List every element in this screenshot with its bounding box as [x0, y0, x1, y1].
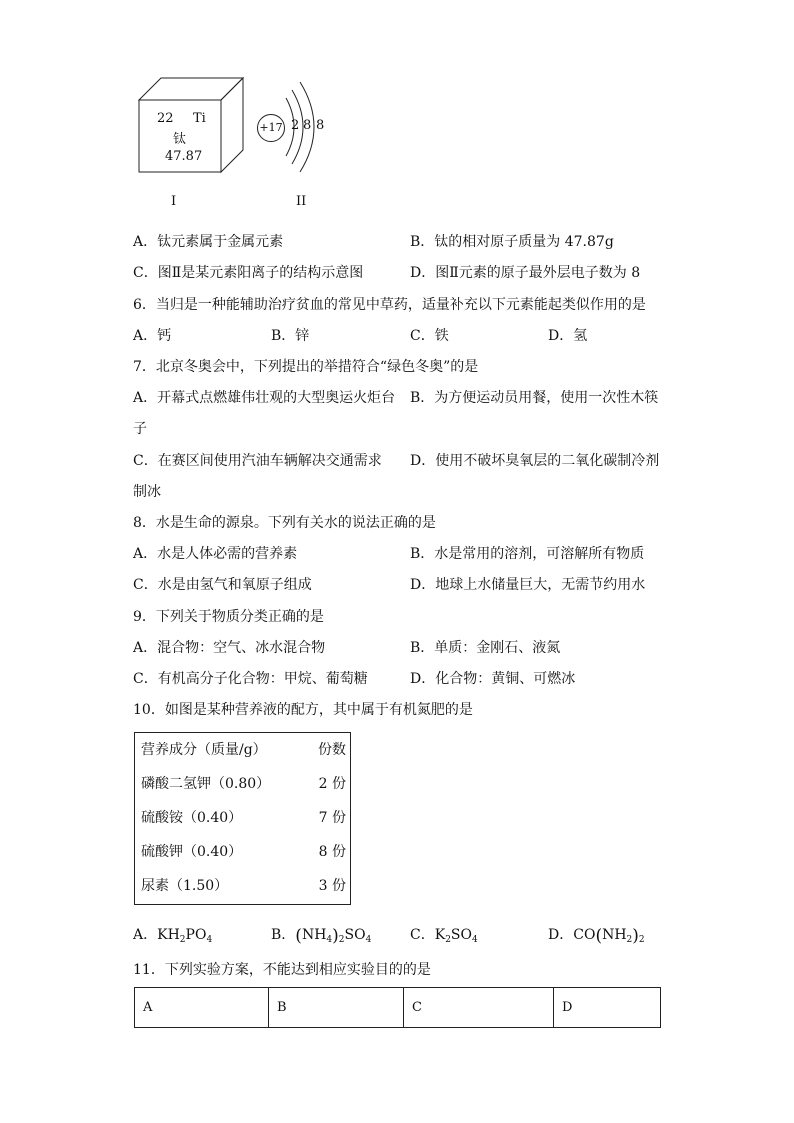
- q10-stem: 10．如图是某种营养液的配方，其中属于有机氮肥的是: [133, 702, 473, 718]
- q9-option-d: D．化合物：黄铜、可燃冰: [410, 671, 576, 687]
- table-cell: 磷酸二氢钾（0.80）: [141, 775, 271, 792]
- q10-option-a: [133, 925, 212, 950]
- q10-option-c: [410, 925, 478, 950]
- q8-option-d: D．地球上水储量巨大，无需节约用水: [410, 577, 646, 593]
- q7-option-b: B．为方便运动员用餐，使用一次性木筷: [410, 390, 659, 406]
- formula-urea: $CO(NH_2)_2$: [573, 926, 645, 946]
- q7-option-d-continued: 制冰: [133, 484, 161, 500]
- table-cell: 3 份: [318, 878, 346, 895]
- option-prefix: A．: [133, 927, 158, 943]
- q10-option-b: [271, 925, 371, 950]
- formula-nh4-2so4: $(NH_4)_2SO_4$: [295, 926, 372, 946]
- q6-option-d: D．氢: [548, 328, 588, 344]
- figure-label-2: II: [296, 194, 307, 209]
- element-cell-titanium: [137, 76, 245, 174]
- q6-option-a: A．钙: [133, 328, 172, 344]
- formula-kh2po4: $KH_2PO_4$: [157, 927, 213, 945]
- q5-option-a: A．钛元素属于金属元素: [133, 234, 284, 250]
- q8-option-b: B．水是常用的溶剂，可溶解所有物质: [410, 546, 645, 562]
- q10-option-d: [548, 925, 645, 950]
- table-cell: 8 份: [318, 844, 346, 861]
- formula-k2so4: $K_2SO_4$: [434, 927, 478, 945]
- q5-option-b: B．钛的相对原子质量为 47.87g: [410, 234, 614, 250]
- q7-stem: 7．北京冬奥会中，下列提出的举措符合“绿色冬奥”的是: [133, 359, 479, 375]
- q5-option-c: C．图Ⅱ是某元素阳离子的结构示意图: [133, 265, 364, 281]
- nutrient-formula-table: [134, 732, 351, 905]
- element-name: 钛: [173, 132, 187, 147]
- q7-option-a: A．开幕式点燃雄伟壮观的大型奥运火炬台: [133, 390, 396, 406]
- shell-3-count: 8: [316, 118, 325, 133]
- table-cell: 尿素（1.50）: [141, 878, 229, 895]
- shell-1-count: 2: [291, 118, 300, 133]
- table-header-cell: C: [404, 988, 554, 1028]
- table-header-cell: 份数: [318, 741, 346, 758]
- table-header-cell: D: [554, 988, 661, 1028]
- option-prefix: B．: [271, 927, 296, 943]
- table-row: [135, 836, 351, 870]
- nucleus: +17: [257, 114, 285, 142]
- table-row: [135, 870, 351, 905]
- q11-stem: 11．下列实验方案，不能达到相应实验目的的是: [133, 962, 431, 978]
- q6-option-c: C．铁: [410, 328, 449, 344]
- table-row: [135, 767, 351, 801]
- table-header-row: [135, 988, 661, 1028]
- option-prefix: C．: [410, 927, 435, 943]
- table-cell: 2 份: [318, 775, 346, 792]
- table-cell: 7 份: [318, 809, 346, 826]
- element-number: 22: [157, 111, 174, 126]
- shell-2-count: 8: [303, 118, 312, 133]
- q8-stem: 8．水是生命的源泉。下列有关水的说法正确的是: [133, 515, 436, 531]
- option-prefix: D．: [548, 927, 574, 943]
- table-cell: 硫酸铵（0.40）: [141, 809, 243, 826]
- experiment-table: [134, 987, 661, 1028]
- q8-option-c: C．水是由氢气和氧原子组成: [133, 577, 312, 593]
- q7-option-b-continued: 子: [133, 421, 147, 437]
- figure-label-1: I: [171, 194, 177, 209]
- q6-option-b: B．锌: [271, 328, 310, 344]
- q9-option-c: C．有机高分子化合物：甲烷、葡萄糖: [133, 671, 368, 687]
- q5-option-d: D．图Ⅱ元素的原子最外层电子数为 8: [410, 265, 641, 281]
- q6-stem: 6．当归是一种能辅助治疗贫血的常见中草药，适量补充以下元素能起类似作用的是: [133, 297, 646, 313]
- q8-option-a: A．水是人体必需的营养素: [133, 546, 298, 562]
- table-header-row: [135, 733, 351, 768]
- table-row: [135, 801, 351, 835]
- q9-option-b: B．单质：金刚石、液氮: [410, 640, 561, 656]
- q9-option-a: A．混合物：空气、冰水混合物: [133, 640, 326, 656]
- table-header-cell: A: [135, 988, 269, 1028]
- atomic-structure-diagram: [254, 78, 334, 178]
- q9-stem: 9．下列关于物质分类正确的是: [133, 609, 324, 625]
- table-header-cell: B: [269, 988, 404, 1028]
- element-symbol: Ti: [193, 111, 206, 126]
- table-cell: 硫酸钾（0.40）: [141, 844, 243, 861]
- q7-option-d: D．使用不破坏臭氧层的二氧化碳制冷剂: [410, 453, 660, 469]
- q7-option-c: C．在赛区间使用汽油车辆解决交通需求: [133, 453, 382, 469]
- table-header-cell: 营养成分（质量/g）: [141, 741, 267, 758]
- element-mass: 47.87: [165, 149, 203, 164]
